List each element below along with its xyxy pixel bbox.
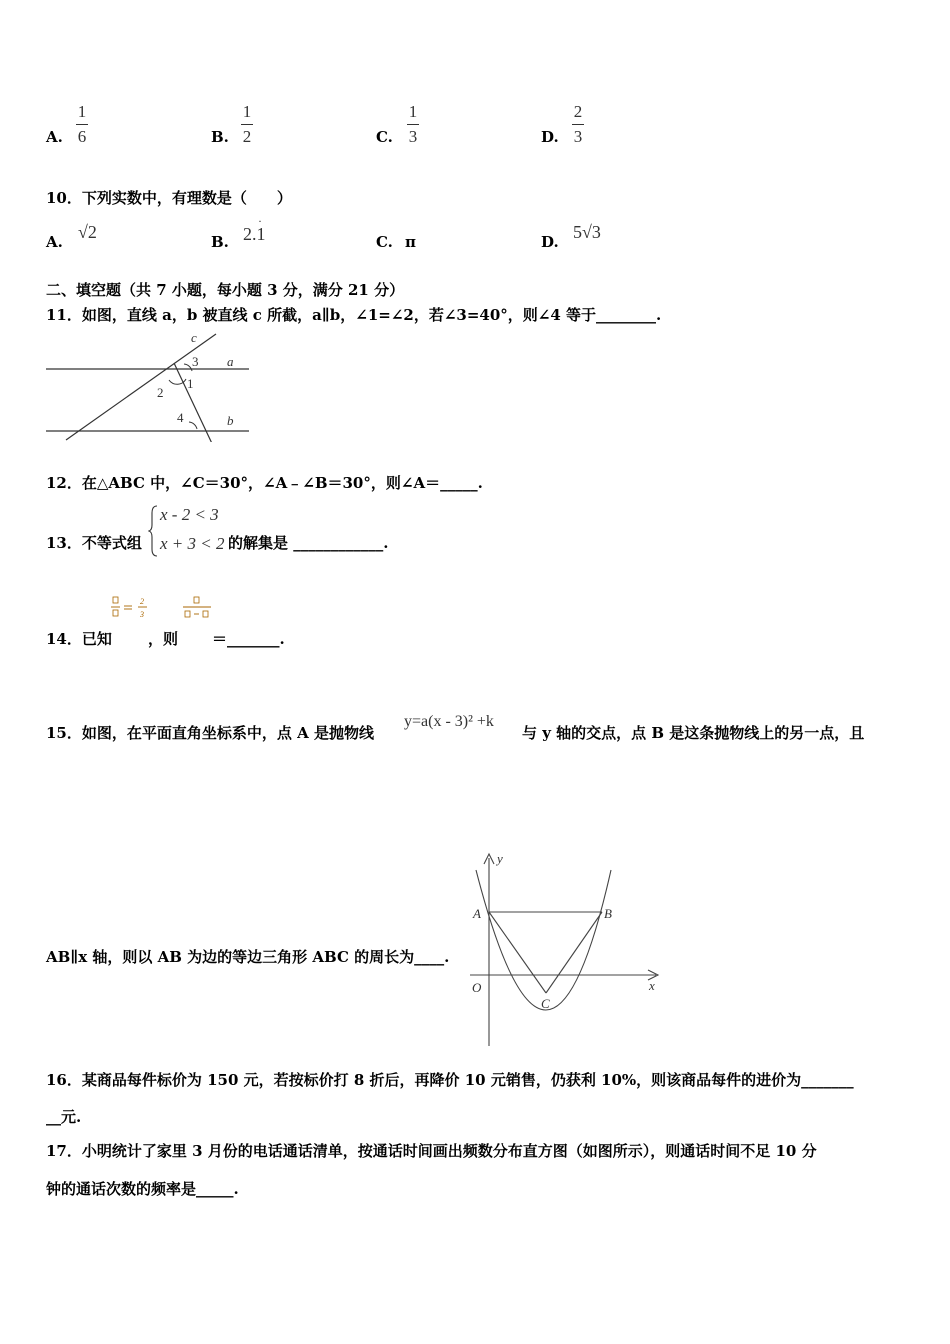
q15-text-line2: AB∥x 轴，则以 AB 为边的等边三角形 ABC 的周长为____. xyxy=(46,948,450,966)
fraction-bar xyxy=(241,124,253,125)
angle-3-arc xyxy=(184,364,192,371)
q10-option-a-label: A. xyxy=(46,233,63,251)
q9-option-b-label: B. xyxy=(211,128,229,146)
q9-option-d-label: D. xyxy=(541,128,559,146)
q14-prefix: 14．已知 xyxy=(46,630,112,648)
q9-option-c-fraction xyxy=(407,102,419,147)
q10-option-a-value: √2 xyxy=(78,222,97,242)
label-a: a xyxy=(227,354,234,369)
q13-inequality-1: x - 2 < 3 xyxy=(160,505,219,524)
q9-option-a-label: A. xyxy=(46,128,63,146)
line-c xyxy=(174,363,216,442)
label-A: A xyxy=(473,906,481,921)
label-c: c xyxy=(191,330,197,345)
q10-stem: 10．下列实数中，有理数是（ ） xyxy=(46,189,292,207)
fraction-numerator: 1 xyxy=(408,102,418,121)
q13-prefix: 13．不等式组 xyxy=(46,534,142,552)
fraction-bar xyxy=(407,124,419,125)
q15-text-part1: 15．如图，在平面直角坐标系中，点 A 是抛物线 xyxy=(46,724,374,742)
q16-line1: 16．某商品每件标价为 150 元，若按标价打 8 折后，再降价 10 元销售，仍获利 10%，则该商品每件的进价为_______ xyxy=(46,1071,854,1089)
system-brace xyxy=(148,505,158,557)
label-2: 2 xyxy=(157,385,164,400)
label-3: 3 xyxy=(192,354,199,369)
fraction-numerator: 2 xyxy=(573,102,583,121)
q14-suffix: ＝_______. xyxy=(212,630,285,648)
q9-option-b-fraction xyxy=(241,102,253,147)
fraction-denominator: 3 xyxy=(573,127,583,146)
q9-option-d-fraction xyxy=(572,102,584,147)
label-O: O xyxy=(472,980,482,995)
q15-figure xyxy=(466,850,666,1050)
q9-option-a-fraction xyxy=(76,102,88,147)
segment-bc xyxy=(546,912,602,993)
label-1: 1 xyxy=(187,376,194,391)
label-b: b xyxy=(227,413,234,428)
q15-formula: y=a(x - 3)² +k xyxy=(404,713,494,730)
q14-given-equation xyxy=(110,595,152,625)
q10-option-b-label: B. xyxy=(211,233,229,251)
q10-option-d-label: D. xyxy=(541,233,559,251)
label-B: B xyxy=(604,906,612,921)
angle-4-arc xyxy=(189,422,197,429)
label-y: y xyxy=(497,851,503,866)
q9-option-c-label: C. xyxy=(376,128,393,146)
fraction-denominator: 6 xyxy=(77,127,87,146)
q10-option-b-value: 2.1 xyxy=(243,224,266,244)
q10-option-c-value: π xyxy=(405,233,416,251)
fraction-numerator: 1 xyxy=(77,102,87,121)
q13-inequality-2: x + 3 < 2 xyxy=(160,534,225,553)
repeating-dot: · xyxy=(258,214,262,228)
q17-line1: 17．小明统计了家里 3 月份的电话通话清单，按通话时间画出频数分布直方图（如图所示），则通话时间不足 10 分 xyxy=(46,1142,817,1160)
fraction-numerator: 1 xyxy=(242,102,252,121)
q15-text-part2: 与 y 轴的交点，点 B 是这条抛物线上的另一点，且 xyxy=(522,724,865,742)
q12-stem: 12．在△ABC 中，∠C＝30°，∠A﹣∠B＝30°，则∠A＝_____. xyxy=(46,474,483,492)
section-heading: 二、填空题（共 7 小题，每小题 3 分，满分 21 分） xyxy=(46,281,405,299)
q14-expression-image xyxy=(182,595,214,625)
q14-target-expression xyxy=(182,595,214,625)
fraction-denominator: 2 xyxy=(242,127,252,146)
q11-stem: 11．如图，直线 a，b 被直线 c 所截，a∥b，∠1=∠2，若∠3=40°，则∠4 等于________. xyxy=(46,306,662,324)
q14-equation-image xyxy=(110,595,152,625)
segment-ac xyxy=(489,912,546,993)
q11-figure xyxy=(44,330,254,442)
label-x: x xyxy=(649,978,655,993)
fraction-bar xyxy=(76,124,88,125)
fraction-denominator: 3 xyxy=(408,127,418,146)
q17-line2: 钟的通话次数的频率是_____. xyxy=(46,1180,239,1198)
fraction-bar xyxy=(572,124,584,125)
q10-option-d-value: 5√3 xyxy=(573,222,601,242)
q10-option-c-label: C. xyxy=(376,233,393,251)
q16-line2: __元. xyxy=(46,1108,82,1126)
q14-given-numerator: 2 xyxy=(140,597,144,606)
q14-middle: ，则 xyxy=(148,630,179,648)
q14-given-denominator: 3 xyxy=(140,610,144,619)
q13-suffix: 的解集是 ____________. xyxy=(228,534,389,552)
label-C: C xyxy=(541,996,550,1011)
line-transversal xyxy=(66,334,216,440)
label-4: 4 xyxy=(177,410,184,425)
